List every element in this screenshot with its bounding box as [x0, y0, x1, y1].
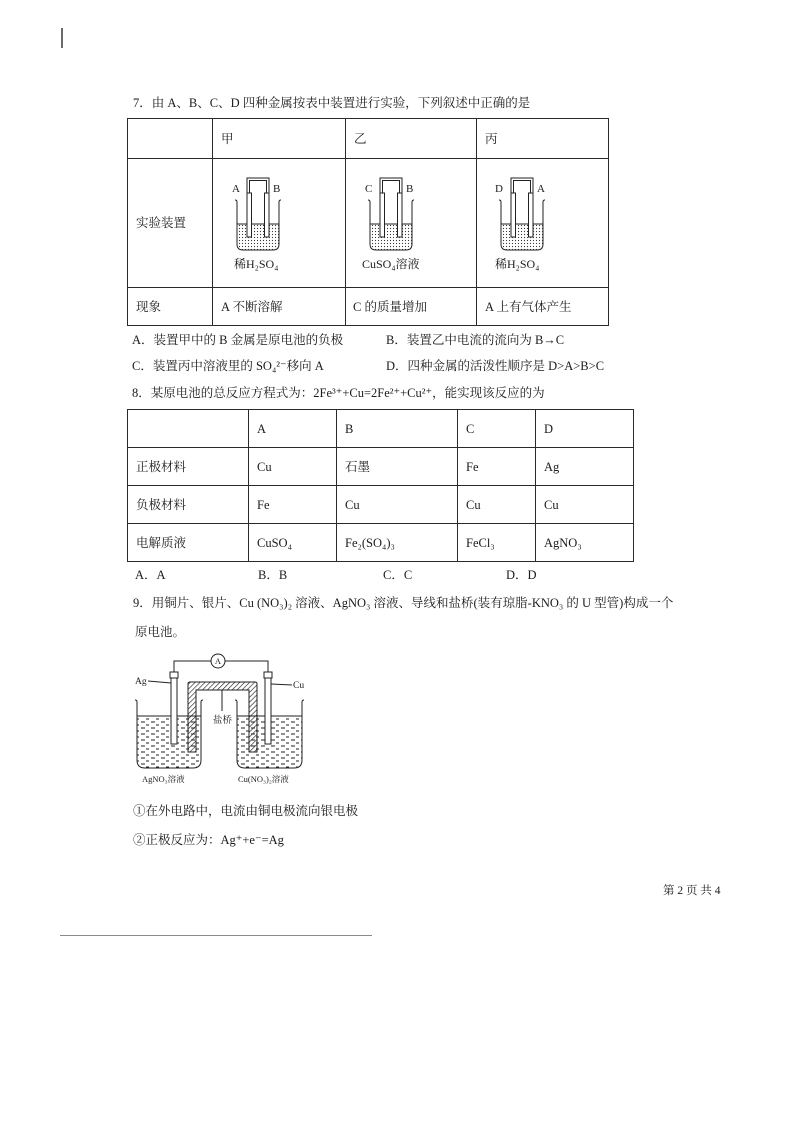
copper-electrode	[265, 678, 271, 744]
right-clamp	[264, 672, 272, 678]
q8-header-b: B	[337, 410, 458, 448]
q7-phenomenon-yi: C 的质量增加	[346, 288, 477, 326]
electrolyte-solution	[371, 224, 412, 250]
solution-label-bing: 稀H₂SO₄	[495, 257, 540, 271]
q8-row-electrolyte	[128, 524, 634, 562]
apparatus-bing	[485, 159, 608, 287]
electrode-left	[511, 193, 516, 237]
q8-cell: Fe₂(SO₄)₃	[337, 524, 458, 562]
electrode-label-right: A	[537, 183, 545, 195]
q8-row-negative-electrode	[128, 486, 634, 524]
q8-cell: Cu	[458, 486, 536, 524]
apparatus-yi	[354, 159, 476, 287]
q7-header-jia: 甲	[213, 119, 346, 159]
q8-cell: CuSO₄	[249, 524, 337, 562]
q8-header-d: D	[536, 410, 634, 448]
q9-statement-1: ①在外电路中，电流由铜电极流向银电极	[133, 804, 359, 818]
beaker-diagram-yi	[362, 173, 424, 255]
apparatus-jia	[221, 159, 345, 287]
q8-cell: Fe	[249, 486, 337, 524]
q7-phenomenon-bing: A 上有气体产生	[477, 288, 609, 326]
q7-setup-cell-bing	[477, 159, 609, 288]
electrode-label-left: D	[495, 183, 503, 195]
q7-experiment-table	[127, 118, 609, 326]
q7-header-bing: 丙	[477, 119, 609, 159]
q7-setup-cell-yi	[346, 159, 477, 288]
q9-stem-line-1: 9．用铜片、银片、Cu (NO₃)₂ 溶液、AgNO₃ 溶液、导线和盐桥(装有琼脂-KNO₃ 的 U 型管)构成一个	[133, 596, 674, 610]
q8-option-d: D．D	[506, 568, 537, 582]
copper-electrode-label: Cu	[293, 681, 305, 691]
connecting-wire-inner	[250, 181, 267, 194]
q7-option-d: D．四种金属的活泼性顺序是 D>A>B>C	[386, 359, 605, 373]
beaker-diagram-jia	[229, 173, 291, 255]
q8-cell: Cu	[337, 486, 458, 524]
q7-table-setup-row	[128, 159, 609, 288]
q8-cell: AgNO₃	[536, 524, 634, 562]
electrolyte-solution	[238, 224, 279, 250]
solution-label-jia: 稀H₂SO₄	[234, 257, 279, 271]
salt-bridge-label: 盐桥	[213, 716, 233, 726]
q7-table-phenomenon-row	[128, 288, 609, 326]
q7-option-c: C．装置丙中溶液里的 SO₄²⁻移向 A	[132, 359, 324, 373]
q8-option-b: B．B	[258, 568, 288, 582]
q8-row-label: 正极材料	[128, 448, 249, 486]
electrode-left	[247, 193, 252, 237]
electrode-label-right: B	[273, 183, 281, 195]
galvanic-cell-diagram	[130, 648, 315, 788]
ammeter-label: A	[214, 656, 222, 666]
q8-header-c: C	[458, 410, 536, 448]
q8-cell: Cu	[536, 486, 634, 524]
wire-left	[174, 661, 211, 672]
q8-header-a: A	[249, 410, 337, 448]
q7-table-header-row	[128, 119, 609, 159]
q7-phenomenon-jia: A 不断溶解	[213, 288, 346, 326]
q7-option-a: A．装置甲中的 B 金属是原电池的负极	[132, 333, 344, 347]
q8-option-a: A．A	[135, 568, 166, 582]
q8-row-positive-electrode	[128, 448, 634, 486]
electrode-right	[529, 193, 534, 237]
q8-table-corner-cell	[128, 410, 249, 448]
q8-cell: FeCl₃	[458, 524, 536, 562]
q7-row-label-phenomenon: 现象	[128, 288, 213, 326]
q7-setup-cell-jia	[213, 159, 346, 288]
page-number: 第 2 页 共 4	[663, 885, 721, 897]
silver-label-leader	[148, 681, 171, 683]
left-clamp	[170, 672, 178, 678]
q8-cell: Fe	[458, 448, 536, 486]
q7-row-label-setup: 实验装置	[128, 159, 213, 288]
silver-electrode-label: Ag	[135, 677, 147, 687]
electrode-label-right: B	[406, 183, 414, 195]
beaker-diagram-bing	[493, 173, 555, 255]
connecting-wire-inner	[514, 181, 531, 194]
q7-option-b: B．装置乙中电流的流向为 B→C	[386, 333, 565, 347]
copper-label-leader	[271, 684, 292, 685]
q7-header-yi: 乙	[346, 119, 477, 159]
q8-cell: Ag	[536, 448, 634, 486]
q8-row-label: 负极材料	[128, 486, 249, 524]
solution-label-yi: CuSO₄溶液	[362, 257, 420, 271]
q8-cell: 石墨	[337, 448, 458, 486]
electrode-left	[380, 193, 385, 237]
q7-stem: 7．由 A、B、C、D 四种金属按表中装置进行实验，下列叙述中正确的是	[133, 96, 531, 110]
electrolyte-solution	[502, 224, 543, 250]
connecting-wire-inner	[383, 181, 400, 194]
q8-row-label: 电解质液	[128, 524, 249, 562]
q8-table-header-row	[128, 410, 634, 448]
q9-statement-2: ②正极反应为：Ag⁺+e⁻=Ag	[133, 833, 284, 847]
electrode-label-left: C	[365, 183, 373, 195]
cuno3-solution-label: Cu(NO₃)₂溶液	[238, 774, 289, 784]
electrode-right	[398, 193, 403, 237]
electrode-label-left: A	[232, 183, 240, 195]
q8-cell: Cu	[249, 448, 337, 486]
electrode-right	[265, 193, 270, 237]
wire-right	[225, 661, 268, 672]
scan-edge-mark-top-left	[61, 28, 63, 48]
q8-option-c: C．C	[383, 568, 413, 582]
silver-electrode	[171, 678, 177, 744]
q9-stem-line-2: 原电池。	[135, 625, 186, 639]
q8-stem: 8．某原电池的总反应方程式为：2Fe³⁺+Cu=2Fe²⁺+Cu²⁺，能实现该反应的为	[132, 386, 545, 400]
q8-materials-table	[127, 409, 634, 562]
q7-table-corner-cell	[128, 119, 213, 159]
scan-edge-line-bottom	[60, 935, 372, 936]
agno3-solution-label: AgNO₃溶液	[142, 774, 185, 784]
